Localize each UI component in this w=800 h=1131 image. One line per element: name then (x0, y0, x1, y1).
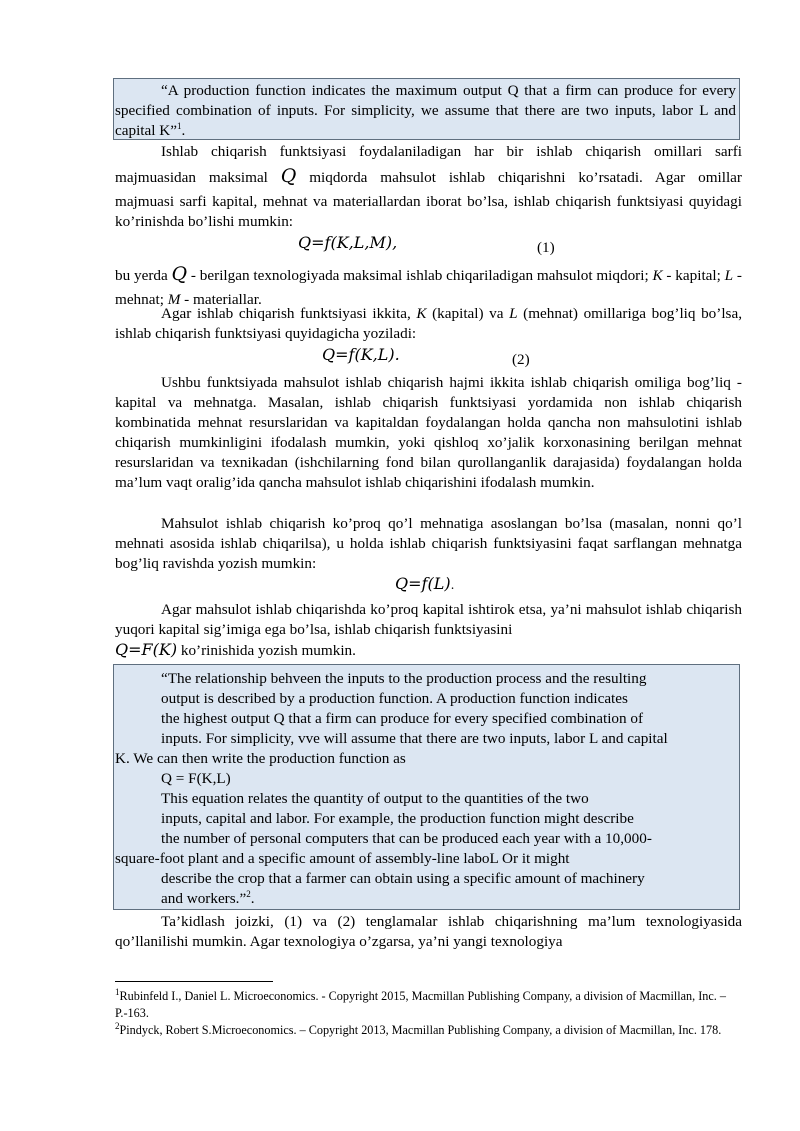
footnote-ref-2: 2 (246, 888, 251, 899)
quote-2-line: describe the crop that a farmer can obtain using a specific amount of machinery (161, 870, 645, 887)
paragraph-5: Mahsulot ishlab chiqarish ko’proq qo’l mehnatiga asoslangan bo’lsa (masalan, nonni qo’l mehnati asosida ishlab chiqarilsa), u holda ishlab chiqarish funktsiyasini faqat sarflangan mehnatga bog’liq ravishda yozish mumkin: (115, 515, 742, 572)
formula-4: Q=F(K) (115, 640, 178, 659)
quote-2-line: This equation relates the quantity of output to the quantities of the two (161, 790, 589, 807)
paragraph-1-line-2: majmuasidan maksimal Q miqdorda mahsulot ishlab chiqarishni ko’rsatadi. Agar omillar (115, 165, 742, 187)
quote-2-line: output is described by a production function. A production function indicates (161, 690, 628, 707)
footnote-ref-1: 1 (176, 120, 182, 131)
quote-2-line: K. We can then write the production function as (115, 750, 406, 767)
formula-1: Q=f(K,L,M), (298, 233, 398, 252)
quote-box-2 (113, 664, 740, 910)
quote-2-line: inputs, capital and labor. For example, the production function might describe (161, 810, 634, 827)
quote-box-1 (113, 78, 740, 140)
quote-2-line: and workers.”$^2$. (161, 888, 255, 907)
paragraph-1-rest: majmuasi sarfi kapital, mehnat va materiallardan iborat bo’lsa, ishlab chiqarish funktsiyasi quyidagi ko’rinishda bo’lishi mumkin: (115, 193, 742, 230)
quote-2-line: inputs. For simplicity, vve will assume that there are two inputs, labor L and capital (161, 730, 668, 747)
paragraph-7: Ta’kidlash joizki, (1) va (2) tenglamalar ishlab chiqarishning ma’lum texnologiyasida qo’llanilishi mumkin. Agar texnologiya o’zgarsa, ya’ni yangi texnologiya (115, 913, 742, 950)
formula-2: Q=f(K,L). (322, 345, 400, 364)
paragraph-6: Agar mahsulot ishlab chiqarishda ko’proq kapital ishtirok etsa, ya’ni mahsulot ishlab chiqarish yuqori kapital sig’imiga ega bo’lsa, ishlab chiqarish funktsiyasini Q=F(K) ko’rinishida yozish mumkin. (115, 601, 742, 659)
footnote-1: $^1$Rubinfeld I., Daniel L. Microeconomics. - Copyright 2015, Macmillan Publishing Company, a division of Macmillan, Inc. –P.-163. (115, 986, 726, 1020)
footnote-separator (115, 981, 273, 982)
quote-2-line: “The relationship behveen the inputs to the production process and the resulting (161, 670, 647, 687)
q-symbol: Q (280, 165, 297, 187)
equation-number-2: (2) (512, 351, 530, 368)
q-symbol: Q (171, 263, 188, 285)
quote-2-formula: Q = F(K,L) (161, 770, 231, 787)
quote-2-line: the highest output Q that a firm can produce for every specified combination of (161, 710, 644, 727)
paragraph-1 (115, 142, 742, 232)
formula-3: Q=f(L). (395, 574, 455, 593)
paragraph-1-line-1: Ishlab chiqarish funktsiyasi foydalaniladigan har bir ishlab chiqarish omillari sarfi (161, 143, 742, 160)
quote-2-line: square-foot plant and a specific amount of assembly-line laboL Or it might (115, 850, 570, 867)
paragraph-4: Ushbu funktsiyada mahsulot ishlab chiqarish hajmi ikkita ishlab chiqarish omiliga bog’liq - kapital va mehnatga. Masalan, ishlab chiqarish funktsiyasi yordamida non ishlab chiqarish kombinatida mehnat resurslaridan va kapitaldan foydalangan holda qancha non mahsulotini ishlab chiqarish mumkinligini ifodalash mumkin, yoki qishloq xo’jalik korxonasining berilgan mehnat resurslaridan va texnikadan (ishchilarning fond bilan qurollanganlik darajasida) foydalangan holda ma’lum vaqt oralig’ida qancha mahsulot ishlab chiqarishini ifodalash mumkin. (115, 374, 742, 491)
quote-1-text: “A production function indicates the maximum output Q that a firm can produce for every specified combination of inputs. For simplicity, we assume that there are two inputs, labor L and capital K”$^1$. (115, 82, 736, 139)
footnote-2: $^2$Pindyck, Robert S.Microeconomics. – Copyright 2013, Macmillan Publishing Company, a division of Macmillan, Inc. 178. (115, 1020, 722, 1037)
quote-2-line: the number of personal computers that can be produced each year with a 10,000- (161, 830, 652, 847)
paragraph-2: bu yerda Q - berilgan texnologiyada maksimal ishlab chiqariladigan mahsulot miqdori; K - kapital; L - mehnat; M - materiallar. (115, 263, 742, 308)
equation-number-1: (1) (537, 239, 555, 256)
footnotes (115, 988, 742, 1039)
paragraph-3: Agar ishlab chiqarish funktsiyasi ikkita, K (kapital) va L (mehnat) omillariga bog’liq bo’lsa, ishlab chiqarish funktsiyasi quyidagicha yoziladi: (115, 305, 742, 342)
